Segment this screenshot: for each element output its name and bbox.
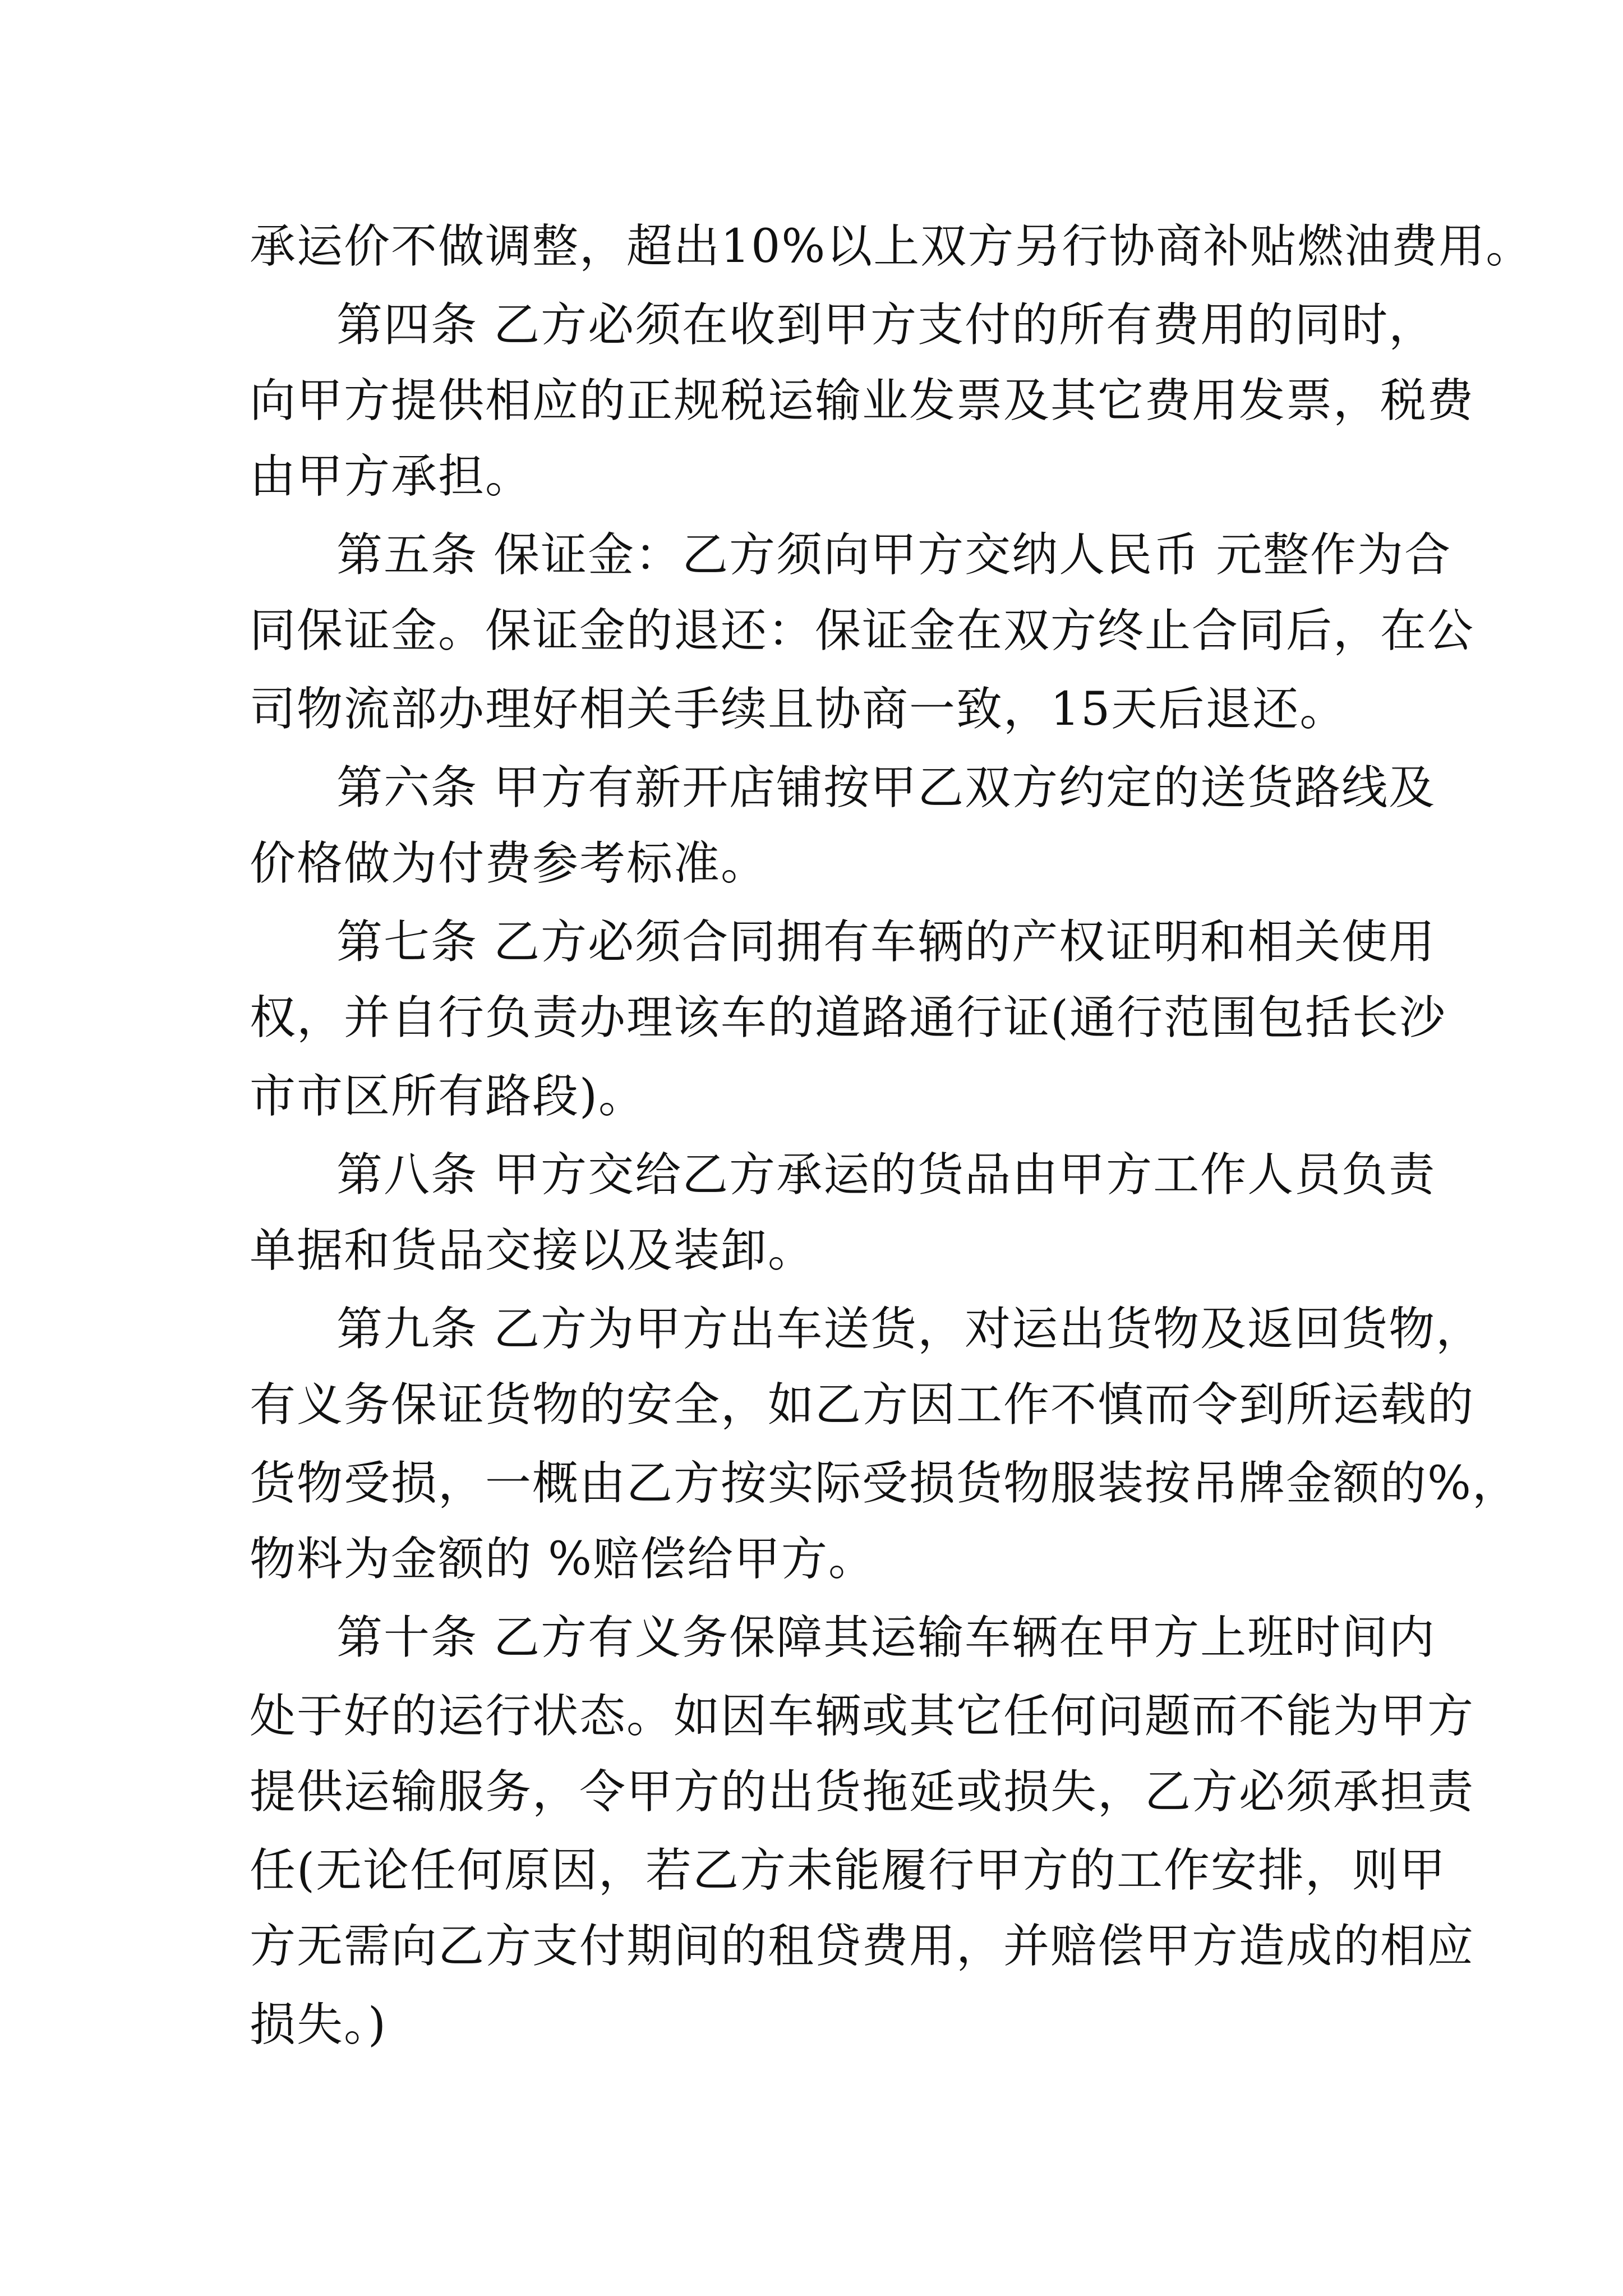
text-line: 任(无论任何原因，若乙方未能履行甲方的工作安排，则甲 <box>250 1844 1446 1897</box>
text-line: 第五条 保证金：乙方须向甲方交纳人民币 元整作为合 <box>336 528 1452 582</box>
text-line: 权，并自行负责办理该车的道路通行证(通行范围包括长沙 <box>250 991 1446 1045</box>
text-line: 第七条 乙方必须合同拥有车辆的产权证明和相关使用 <box>336 915 1436 969</box>
text-line: 单据和货品交接以及装卸。 <box>250 1224 815 1277</box>
text-line: 由甲方承担。 <box>250 450 533 503</box>
text-line: 损失。) <box>250 1998 387 2051</box>
text-line: 货物受损，一概由乙方按实际受损货物服装按吊牌金额的%， <box>250 1457 1519 1510</box>
text-line: 物料为金额的 %赔偿给甲方。 <box>250 1533 875 1586</box>
text-line: 第八条 甲方交给乙方承运的货品由甲方工作人员负责 <box>336 1148 1436 1202</box>
text-line: 承运价不做调整，超出10%以上双方另行协商补贴燃油费用。 <box>250 220 1533 273</box>
text-line: 第四条 乙方必须在收到甲方支付的所有费用的同时， <box>336 298 1436 352</box>
text-line: 第九条 乙方为甲方出车送货，对运出货物及返回货物， <box>336 1303 1483 1356</box>
text-line: 处于好的运行状态。如因车辆或其它任何问题而不能为甲方 <box>250 1690 1475 1743</box>
text-line: 第十条 乙方有义务保障其运输车辆在甲方上班时间内 <box>336 1611 1436 1664</box>
text-line: 有义务保证货物的安全，如乙方因工作不慎而令到所运载的 <box>250 1378 1475 1432</box>
text-line: 司物流部办理好相关手续且协商一致，15天后退还。 <box>250 683 1347 736</box>
text-line: 同保证金。保证金的退还：保证金在双方终止合同后，在公 <box>250 604 1475 657</box>
text-line: 方无需向乙方支付期间的租贷费用，并赔偿甲方造成的相应 <box>250 1920 1475 1973</box>
text-line: 向甲方提供相应的正规税运输业发票及其它费用发票，税费 <box>250 374 1475 427</box>
text-line: 价格做为付费参考标准。 <box>250 837 768 890</box>
text-line: 第六条 甲方有新开店铺按甲乙双方约定的送货路线及 <box>336 761 1436 815</box>
text-line: 市市区所有路段)。 <box>250 1070 645 1123</box>
text-line: 提供运输服务，令甲方的出货拖延或损失，乙方必须承担责 <box>250 1765 1475 1819</box>
